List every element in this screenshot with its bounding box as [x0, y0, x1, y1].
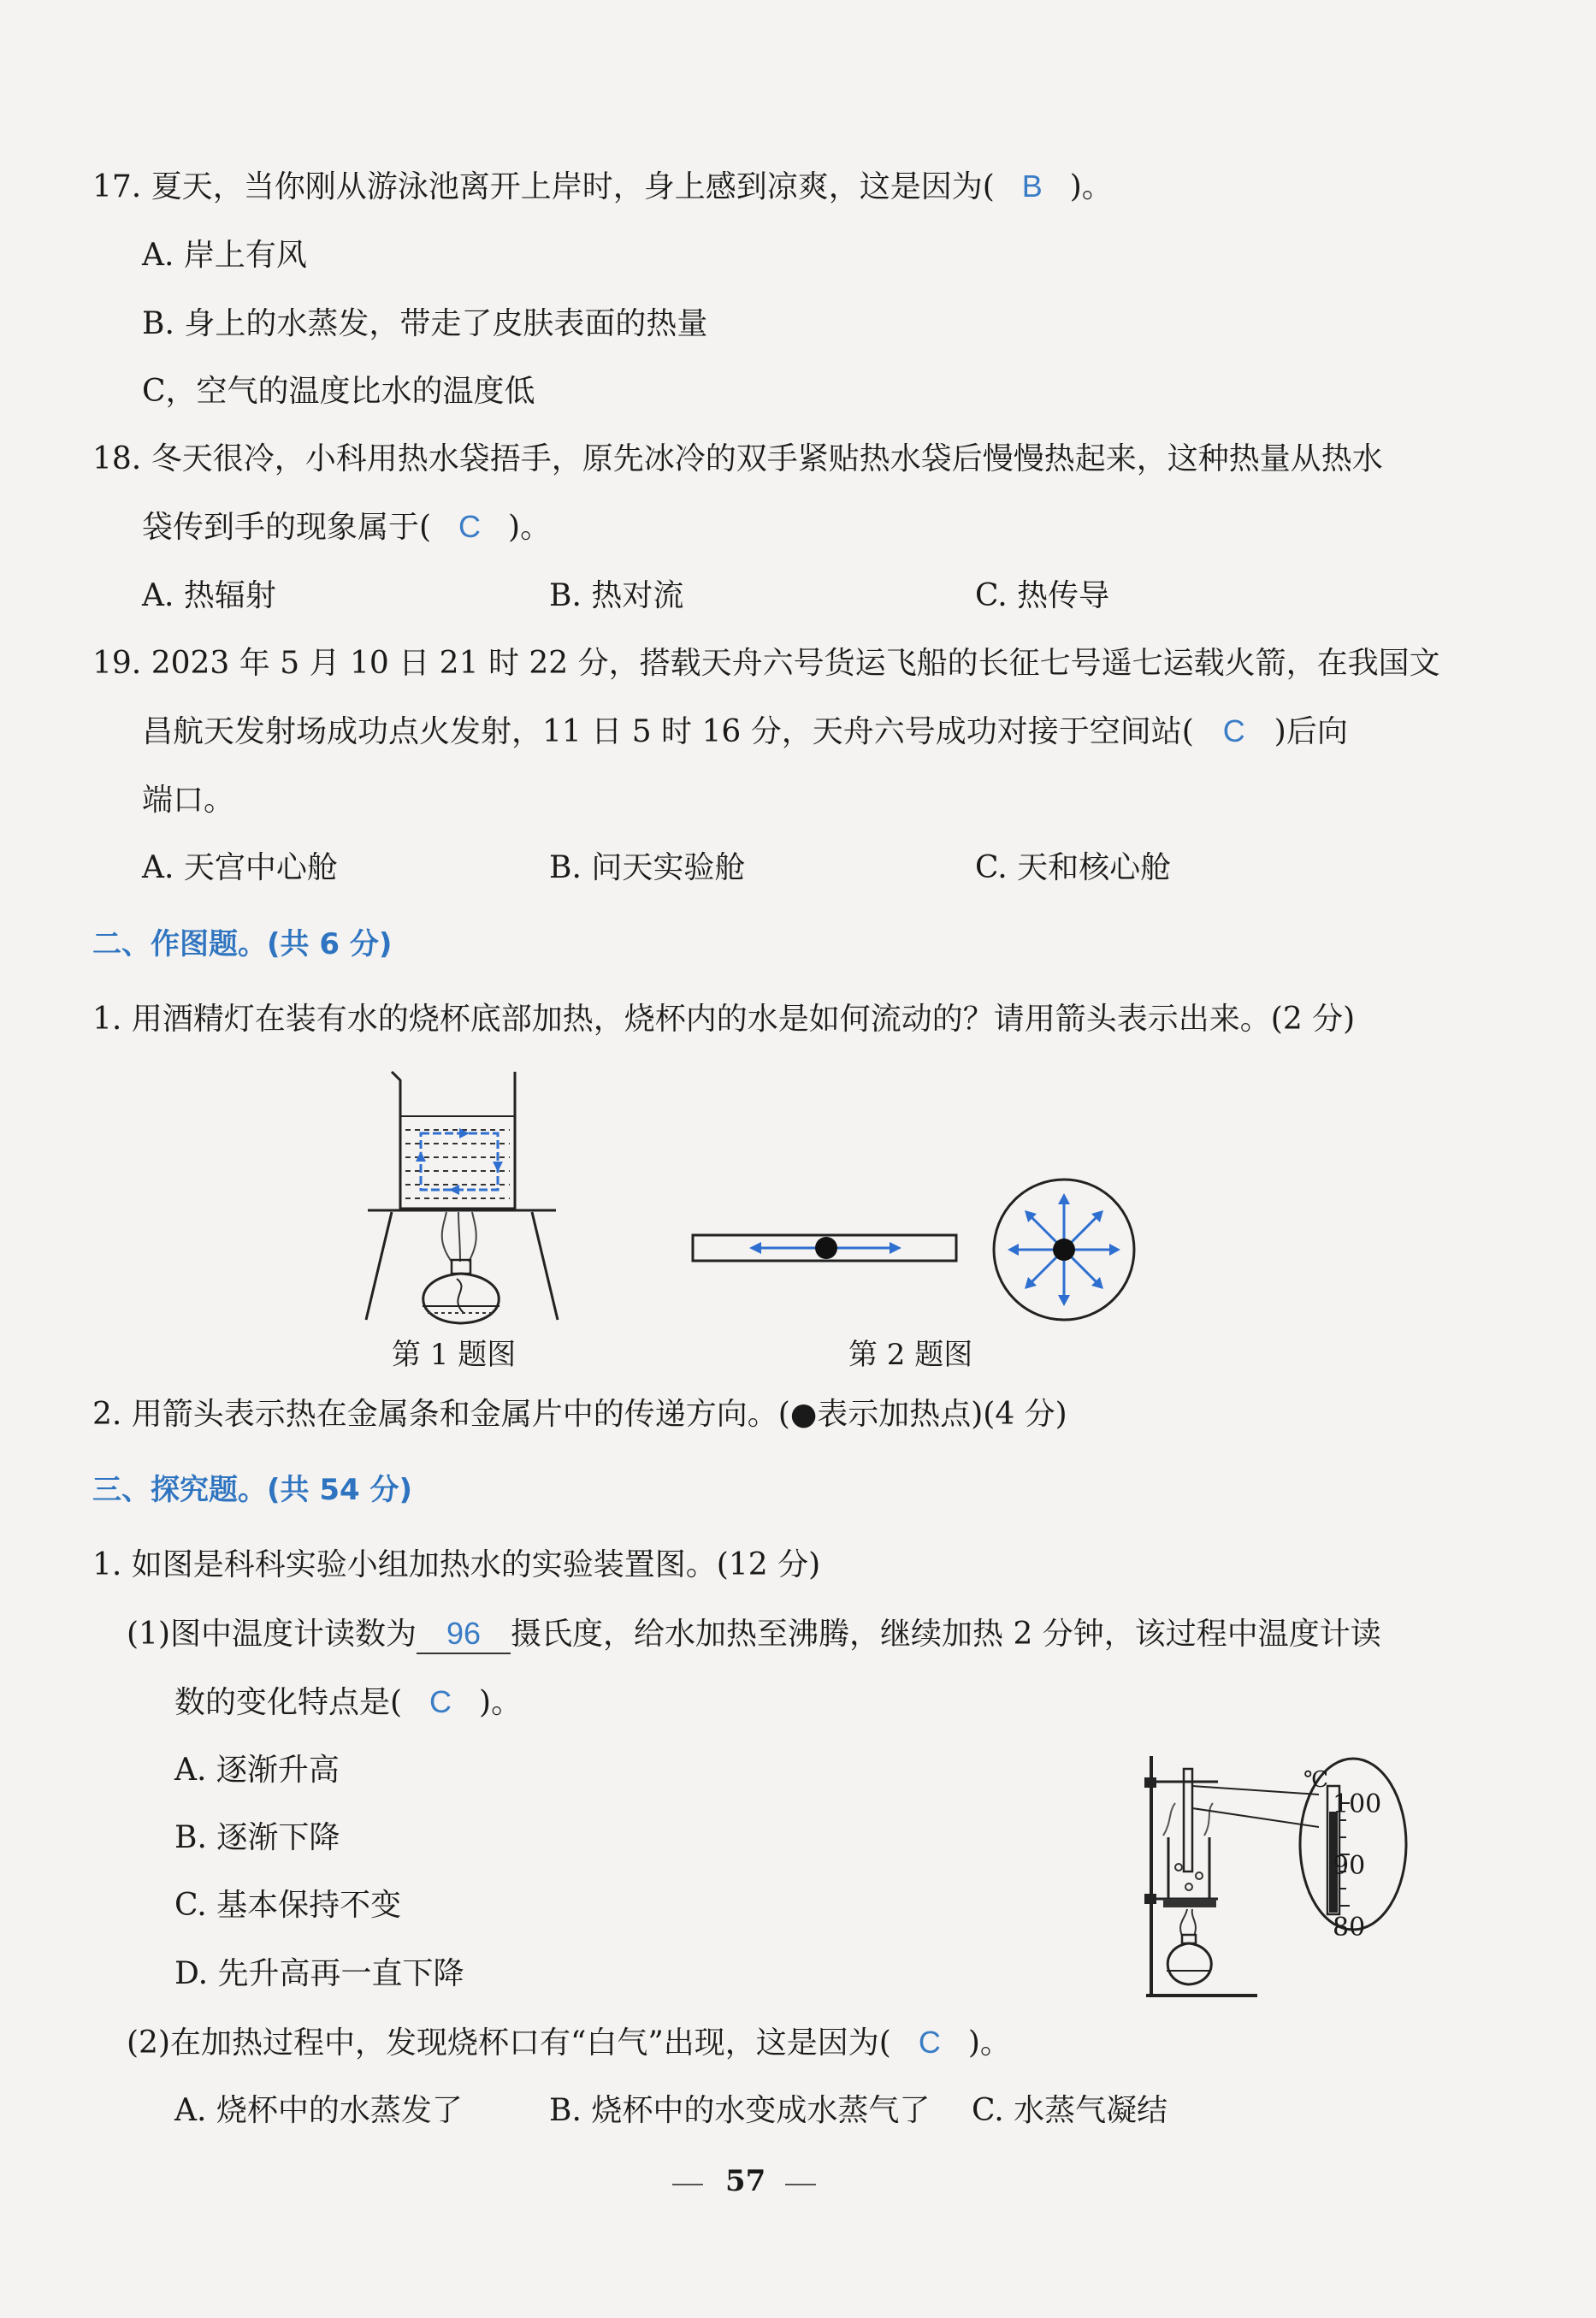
q19-option-b: B. 问天实验舱 — [549, 850, 746, 885]
q18-line1: 18. 冬天很冷，小科用热水袋捂手，原先冰冷的双手紧贴热水袋后慢慢热起来，这种热量从热水 — [92, 441, 1383, 476]
thermometer-tick-90: 90 — [1333, 1851, 1366, 1881]
q19-line2: 昌航天发射场成功点火发射，11 日 5 时 16 分，天舟六号成功对接于空间站( C )后向 — [142, 713, 1348, 749]
q17-stem: 17. 夏天，当你刚从游泳池离开上岸时，身上感到凉爽，这是因为( B )。 — [92, 169, 1113, 204]
section3-p1-line2: 数的变化特点是( C )。 — [174, 1684, 523, 1720]
figure2-metal-plate — [990, 1176, 1138, 1323]
p2-option-c: C. 水蒸气凝结 — [972, 2093, 1168, 2128]
section3-p2-answer: C — [918, 2025, 941, 2060]
thermometer-reading-blank: 96 — [417, 1615, 511, 1654]
p1-option-b: B. 逐渐下降 — [174, 1820, 340, 1855]
q19-line1: 19. 2023 年 5 月 10 日 21 时 22 分，搭载天舟六号货运飞船的长征七号遥七运载火箭，在我国文 — [92, 646, 1440, 681]
q19-option-a: A. 天宫中心舱 — [142, 850, 338, 885]
q17-option-b: B. 身上的水蒸发，带走了皮肤表面的热量 — [142, 306, 708, 341]
q18-option-a: A. 热辐射 — [142, 578, 276, 613]
q18-line2: 袋传到手的现象属于( C )。 — [142, 509, 552, 545]
section2-title: 二、作图题。(共 6 分) — [92, 927, 393, 961]
q18-option-b: B. 热对流 — [549, 578, 684, 613]
p2-option-b: B. 烧杯中的水变成水蒸气了 — [549, 2093, 931, 2128]
section3-p1-answer: C — [429, 1684, 452, 1719]
section2-q1: 1. 用酒精灯在装有水的烧杯底部加热，烧杯内的水是如何流动的？请用箭头表示出来。(2 分) — [92, 1002, 1356, 1037]
section2-q2: 2. 用箭头表示热在金属条和金属片中的传递方向。(●表示加热点)(4 分) — [92, 1397, 1067, 1432]
p1-option-d: D. 先升高再一直下降 — [174, 1956, 464, 1991]
q18-option-c: C. 热传导 — [975, 578, 1110, 613]
p1-option-c: C. 基本保持不变 — [174, 1888, 402, 1923]
q19-option-c: C. 天和核心舱 — [975, 850, 1172, 885]
thermometer-unit-label: ℃ — [1303, 1767, 1329, 1793]
section3-p2-line: (2)在加热过程中，发现烧杯口有“白气”出现，这是因为( C )。 — [127, 2025, 1011, 2061]
thermometer-tick-80: 80 — [1333, 1913, 1366, 1943]
page-number: 57 — [725, 2164, 766, 2198]
q19-answer: C — [1222, 713, 1245, 748]
page-number-dash-right — [785, 2184, 816, 2185]
section3-p1-line1: (1)图中温度计读数为 96 摄氏度，给水加热至沸腾，继续加热 2 分钟，该过程中温度计读 — [127, 1615, 1381, 1654]
q17-option-c: C，空气的温度比水的温度低 — [142, 374, 535, 409]
figure2-metal-strip — [691, 1232, 960, 1266]
figure2-caption: 第 2 题图 — [848, 1338, 973, 1372]
section3-title: 三、探究题。(共 54 分) — [92, 1473, 413, 1507]
thermometer-tick-100: 100 — [1333, 1789, 1382, 1819]
q18-answer: C — [458, 509, 482, 544]
p2-option-a: A. 烧杯中的水蒸发了 — [174, 2093, 463, 2128]
figure1-beaker-diagram — [351, 1065, 573, 1326]
q19-line3: 端口。 — [142, 783, 235, 818]
page-number-dash-left — [672, 2184, 703, 2185]
p1-option-a: A. 逐渐升高 — [174, 1753, 340, 1788]
q17-option-a: A. 岸上有风 — [142, 238, 307, 273]
section3-q1: 1. 如图是科科实验小组加热水的实验装置图。(12 分) — [92, 1547, 821, 1582]
q17-answer: B — [1021, 169, 1043, 204]
figure1-caption: 第 1 题图 — [392, 1338, 517, 1372]
